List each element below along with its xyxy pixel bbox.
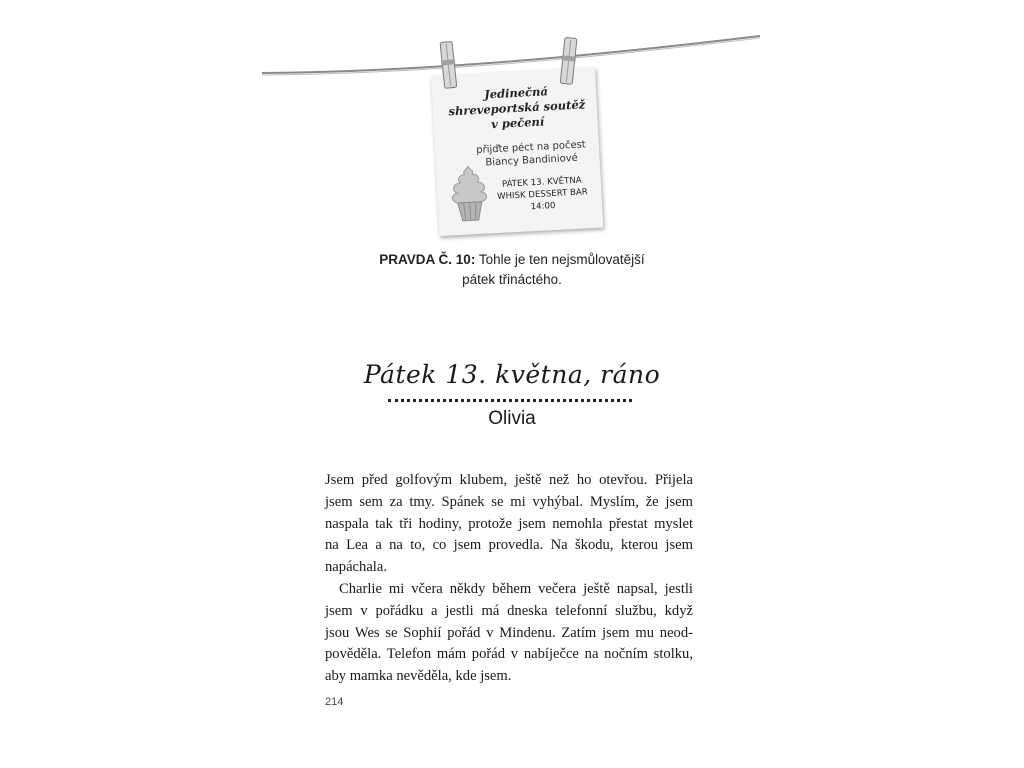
note-title-line: shreveportská soutěž: [448, 97, 586, 119]
note-event-line: 14:00: [530, 200, 556, 213]
paragraph: [325, 579, 693, 688]
text-line: Charlie mi včera někdy během večera ještě napsal, jestli: [339, 580, 693, 597]
note-invite-line: Biancy Bandiniové: [485, 152, 579, 169]
title-underline-dots: [388, 395, 632, 402]
note-event-line: PÁTEK 13. KVĚTNA: [501, 175, 582, 190]
note-title-line: Jedinečná: [483, 84, 549, 102]
chapter-title: Pátek 13. května, ráno: [363, 360, 661, 389]
truth-caption: [340, 250, 684, 290]
page-number: 214: [325, 696, 344, 708]
chapter-body: [325, 470, 693, 688]
text-line: naspala tak tři hodiny, protože jsem nemohla přestat myslet: [325, 515, 693, 532]
clothespin-icon: [559, 37, 578, 84]
paragraph: [325, 470, 693, 579]
text-line: aby mamka nevěděla, kde jsem.: [325, 668, 512, 685]
note-event-line: WHISK DESSERT BAR: [496, 187, 589, 202]
chapter-narrator: Olivia: [488, 408, 536, 429]
text-line: jsem v pořádku a jestli má dneska telefonní službu, když: [325, 602, 693, 619]
text-line: napáchala.: [325, 559, 387, 576]
caption-lead: PRAVDA Č. 10:: [379, 252, 476, 267]
caption-line-2: pátek třináctého.: [462, 272, 562, 287]
clothespins: [0, 0, 1024, 240]
text-line: jsou Wes se Sophií pořád v Mindenu. Zatím jsem mu neod-: [325, 624, 693, 641]
clothespin-icon: [439, 41, 458, 88]
caption-line-1: [340, 250, 684, 270]
text-line: Jsem před golfovým klubem, ještě než ho otevřou. Přijela: [325, 472, 693, 488]
note-invite-line: přijďte péct na počest: [475, 139, 586, 157]
note-title-line: v pečení: [490, 114, 545, 132]
text-line: na Lea a na to, co jsem provedla. Na škodu, kterou jsem: [325, 537, 693, 554]
caption-text: Tohle je ten nejsmůlovatější: [478, 252, 645, 267]
text-line: jsem sem za tmy. Spánek se mi vyhýbal. Myslím, že jsem: [325, 493, 693, 510]
text-line: pověděla. Telefon mám pořád v nabíječce na nočním stolku,: [325, 646, 693, 663]
